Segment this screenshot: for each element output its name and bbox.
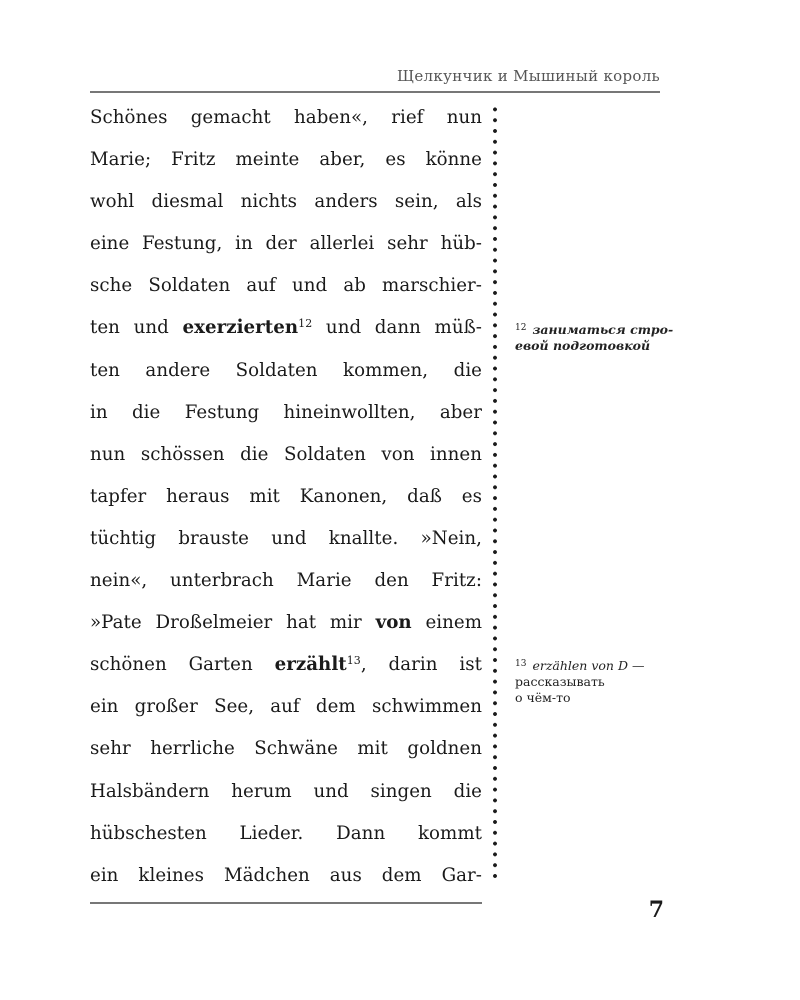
gloss-translation-continued: о чём-то [515, 690, 571, 705]
text-line [90, 771, 482, 813]
text-run: tüchtig brauste und knallte. »Nein, [90, 527, 482, 549]
text-run: »Pate Droßelmeier hat mir [90, 612, 376, 634]
text-line [90, 644, 482, 686]
gloss-term-continued: евой подготовкой [515, 338, 651, 353]
text-run: hübschesten Lieder. Dann kommt [90, 822, 482, 844]
text-line [90, 392, 482, 434]
text-line [90, 476, 482, 518]
text-line [90, 855, 482, 897]
text-run: ten andere Soldaten kommen, die [90, 359, 482, 381]
page-number: 7 [648, 897, 664, 923]
gloss-translation: рассказывать [515, 674, 605, 689]
text-run: wohl diesmal nichts anders sein, als [90, 191, 482, 213]
gloss-term: заниматься стро- [532, 322, 674, 337]
text-run: nun schössen die Soldaten von innen [90, 443, 482, 465]
text-line [90, 518, 482, 560]
footnote-ref: 12 [298, 317, 313, 331]
text-line [90, 434, 482, 476]
text-run: eine Festung, in der allerlei sehr hüb- [90, 233, 482, 255]
text-run: , darin ist [360, 654, 482, 676]
text-run: schönen Garten [90, 654, 275, 676]
text-run: ein großer See, auf dem schwimmen [90, 696, 482, 718]
text-line [90, 728, 482, 770]
text-run: ten und [90, 317, 183, 339]
header-rule [90, 91, 660, 93]
text-line [90, 223, 482, 265]
margin-gloss-13 [515, 656, 675, 706]
text-run: tapfer heraus mit Kanonen, daß es [90, 485, 482, 507]
gloss-term: erzählen von D — [532, 658, 645, 673]
text-line [90, 560, 482, 602]
text-run: und dann müß- [312, 317, 482, 339]
gloss-number: 12 [515, 323, 527, 333]
text-run: einem [411, 612, 482, 634]
text-run: sche Soldaten auf und ab marschier- [90, 275, 482, 297]
text-line [90, 307, 482, 349]
running-head: Щелкунчик и Мышиный король [396, 67, 660, 85]
gloss-number: 13 [515, 659, 527, 669]
glossed-word: exerzierten [182, 317, 299, 339]
margin-gloss-12 [515, 320, 675, 354]
text-run: Schönes gemacht haben«, rief nun [90, 107, 482, 128]
glossed-word: erzählt [274, 654, 347, 676]
main-text [90, 97, 482, 897]
text-line [90, 265, 482, 307]
text-line [90, 181, 482, 223]
text-line [90, 813, 482, 855]
dotted-divider [493, 104, 497, 884]
text-run: sehr herrliche Schwäne mit goldnen [90, 738, 482, 760]
text-run: Marie; Fritz meinte aber, es könne [90, 149, 482, 171]
text-line [90, 602, 482, 644]
text-line [90, 139, 482, 181]
text-run: ein kleines Mädchen aus dem Gar- [90, 864, 482, 886]
text-run: in die Festung hineinwollten, aber [90, 401, 482, 423]
text-line [90, 686, 482, 728]
text-run: Halsbändern herum und singen die [90, 780, 482, 802]
footer-rule [90, 902, 482, 904]
text-line [90, 97, 482, 139]
glossed-word: von [375, 612, 412, 634]
text-run: nein«, unterbrach Marie den Fritz: [90, 570, 482, 592]
text-line [90, 350, 482, 392]
footnote-ref: 13 [346, 654, 361, 668]
